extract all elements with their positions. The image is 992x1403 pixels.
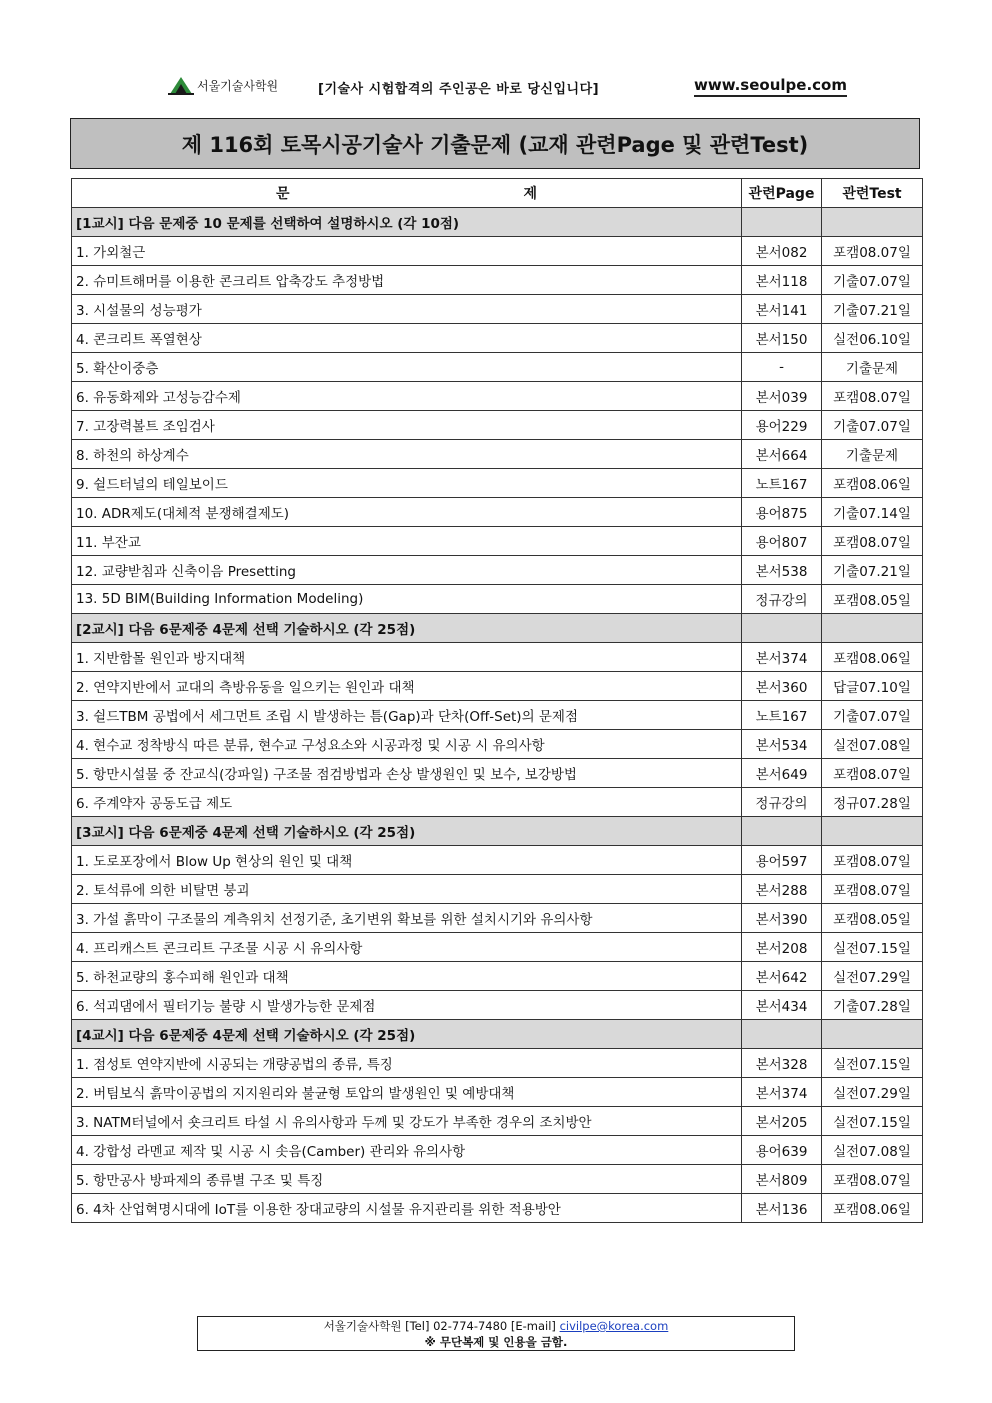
question-cell: 5. 확산이중층: [72, 353, 742, 382]
page-cell: 본서642: [742, 962, 822, 991]
table-row: [72, 237, 923, 266]
question-cell: 1. 가외철근: [72, 237, 742, 266]
page-cell: 본서534: [742, 730, 822, 759]
question-cell: 2. 연약지반에서 교대의 측방유동을 일으키는 원인과 대책: [72, 672, 742, 701]
question-cell: 7. 고장력볼트 조임검사: [72, 411, 742, 440]
table-row: [72, 904, 923, 933]
slogan: [기술사 시험합격의 주인공은 바로 당신입니다]: [318, 82, 600, 97]
question-cell: 1. 도로포장에서 Blow Up 현상의 원인 및 대책: [72, 846, 742, 875]
question-cell: 5. 하천교량의 홍수피해 원인과 대책: [72, 962, 742, 991]
footer-email-link[interactable]: civilpe@korea.com: [559, 1319, 669, 1333]
question-table: [71, 178, 923, 1223]
question-cell: 13. 5D BIM(Building Information Modeling): [72, 585, 742, 614]
question-cell: 5. 항만시설물 중 잔교식(강파일) 구조물 점검방법과 손상 발생원인 및 보수, 보강방법: [72, 759, 742, 788]
question-cell: 4. 현수교 정착방식 따른 분류, 현수교 구성요소와 시공과정 및 시공 시 유의사항: [72, 730, 742, 759]
table-row: [72, 846, 923, 875]
footer-contact: [198, 1318, 794, 1334]
page-cell: 본서360: [742, 672, 822, 701]
page-cell: 본서328: [742, 1049, 822, 1078]
test-cell: 기출문제: [822, 440, 923, 469]
header-question-1: 문: [276, 186, 290, 202]
table-row: [72, 1136, 923, 1165]
header-question: [72, 179, 742, 208]
test-cell: 포캠08.07일: [822, 875, 923, 904]
test-cell: 포캠08.07일: [822, 846, 923, 875]
test-cell: 실전07.15일: [822, 933, 923, 962]
page-cell: 본서390: [742, 904, 822, 933]
question-cell: 2. 버팀보식 흙막이공법의 지지원리와 불균형 토압의 발생원인 및 예방대책: [72, 1078, 742, 1107]
table-row: [72, 933, 923, 962]
page-cell: 정규강의: [742, 585, 822, 614]
page-cell: 본서649: [742, 759, 822, 788]
question-cell: 12. 교량받침과 신축이음 Presetting: [72, 556, 742, 585]
page-cell: 본서374: [742, 1078, 822, 1107]
test-cell: 실전07.29일: [822, 1078, 923, 1107]
page-cell: 본서538: [742, 556, 822, 585]
question-cell: 3. 시설물의 성능평가: [72, 295, 742, 324]
page-cell: 노트167: [742, 701, 822, 730]
test-cell: 기출07.07일: [822, 266, 923, 295]
question-cell: 6. 유동화제와 고성능감수제: [72, 382, 742, 411]
page-cell: 용어597: [742, 846, 822, 875]
question-cell: 4. 콘크리트 폭열현상: [72, 324, 742, 353]
table-row: [72, 556, 923, 585]
page-cell: 본서136: [742, 1194, 822, 1223]
page-cell: 본서208: [742, 933, 822, 962]
question-cell: 2. 토석류에 의한 비탈면 붕괴: [72, 875, 742, 904]
question-cell: 4. 프리캐스트 콘크리트 구조물 시공 시 유의사항: [72, 933, 742, 962]
section-heading: [1교시] 다음 문제중 10 문제를 선택하여 설명하시오 (각 10점): [72, 208, 742, 237]
test-cell: 포캠08.07일: [822, 759, 923, 788]
question-cell: 8. 하천의 하상계수: [72, 440, 742, 469]
test-cell: 포캠08.07일: [822, 237, 923, 266]
test-cell: 포캠08.06일: [822, 1194, 923, 1223]
page-cell: 본서664: [742, 440, 822, 469]
question-cell: 3. 쉴드TBM 공법에서 세그먼트 조립 시 발생하는 틈(Gap)과 단차(Off-Set)의 문제점: [72, 701, 742, 730]
header-test: 관련Test: [822, 179, 923, 208]
page-cell: 본서374: [742, 643, 822, 672]
test-cell: 실전07.15일: [822, 1049, 923, 1078]
table-row: [72, 875, 923, 904]
title-box: [70, 118, 920, 169]
page-cell: 본서141: [742, 295, 822, 324]
test-cell: 정규07.28일: [822, 788, 923, 817]
table-row: [72, 730, 923, 759]
test-cell: 포캠08.05일: [822, 904, 923, 933]
question-cell: 6. 4차 산업혁명시대에 IoT를 이용한 장대교량의 시설물 유지관리를 위한 적용방안: [72, 1194, 742, 1223]
page-cell: 본서150: [742, 324, 822, 353]
table-row: [72, 991, 923, 1020]
test-cell: 기출07.21일: [822, 556, 923, 585]
question-cell: 4. 강합성 라멘교 제작 및 시공 시 솟음(Camber) 관리와 유의사항: [72, 1136, 742, 1165]
test-cell: 포캠08.05일: [822, 585, 923, 614]
question-cell: 3. NATM터널에서 숏크리트 타설 시 유의사항과 두께 및 강도가 부족한 경우의 조치방안: [72, 1107, 742, 1136]
table-row: [72, 411, 923, 440]
test-cell: 기출07.21일: [822, 295, 923, 324]
test-cell: 기출07.14일: [822, 498, 923, 527]
section-row: [72, 817, 923, 846]
footer-notice: ※ 무단복제 및 인용을 금함.: [424, 1335, 568, 1349]
page-cell: 본서039: [742, 382, 822, 411]
test-cell: 실전07.08일: [822, 1136, 923, 1165]
question-cell: 2. 슈미트해머를 이용한 콘크리트 압축강도 추정방법: [72, 266, 742, 295]
section-page-cell: [742, 817, 822, 846]
question-cell: 6. 주계약자 공동도급 제도: [72, 788, 742, 817]
page-cell: 용어807: [742, 527, 822, 556]
test-cell: 기출문제: [822, 353, 923, 382]
test-cell: 실전07.29일: [822, 962, 923, 991]
page-cell: 용어875: [742, 498, 822, 527]
test-cell: 포캠08.07일: [822, 382, 923, 411]
table-row: [72, 382, 923, 411]
table-header-row: [72, 179, 923, 208]
section-page-cell: [742, 614, 822, 643]
test-cell: 포캠08.06일: [822, 643, 923, 672]
section-row: [72, 614, 923, 643]
question-cell: 6. 석괴댐에서 필터기능 불량 시 발생가능한 문제점: [72, 991, 742, 1020]
test-cell: 포캠08.07일: [822, 1165, 923, 1194]
test-cell: 포캠08.06일: [822, 469, 923, 498]
question-cell: 1. 점성토 연약지반에 시공되는 개량공법의 종류, 특징: [72, 1049, 742, 1078]
table-row: [72, 324, 923, 353]
page-cell: 본서434: [742, 991, 822, 1020]
table-row: [72, 353, 923, 382]
section-row: [72, 1020, 923, 1049]
table-row: [72, 1194, 923, 1223]
test-cell: 기출07.07일: [822, 411, 923, 440]
question-cell: 9. 쉴드터널의 테일보이드: [72, 469, 742, 498]
test-cell: 기출07.28일: [822, 991, 923, 1020]
footer: [197, 1316, 795, 1351]
page-cell: -: [742, 353, 822, 382]
website-link[interactable]: www.seoulpe.com: [694, 76, 847, 97]
page-cell: 본서809: [742, 1165, 822, 1194]
table-row: [72, 469, 923, 498]
section-heading: [3교시] 다음 6문제중 4문제 선택 기술하시오 (각 25점): [72, 817, 742, 846]
question-cell: 10. ADR제도(대체적 분쟁해결제도): [72, 498, 742, 527]
test-cell: 실전06.10일: [822, 324, 923, 353]
question-cell: 3. 가설 흙막이 구조물의 계측위치 선정기준, 초기변위 확보를 위한 설치시기와 유의사항: [72, 904, 742, 933]
test-cell: 실전07.08일: [822, 730, 923, 759]
table-row: [72, 1049, 923, 1078]
page-cell: 본서082: [742, 237, 822, 266]
section-heading: [4교시] 다음 6문제중 4문제 선택 기술하시오 (각 25점): [72, 1020, 742, 1049]
section-test-cell: [822, 208, 923, 237]
table-row: [72, 962, 923, 991]
footer-contact-text: 서울기술사학원 [Tel] 02-774-7480 [E-mail]: [323, 1319, 556, 1333]
page-cell: 노트167: [742, 469, 822, 498]
test-cell: 포캠08.07일: [822, 527, 923, 556]
section-page-cell: [742, 1020, 822, 1049]
table-row: [72, 643, 923, 672]
section-test-cell: [822, 614, 923, 643]
page-cell: 본서118: [742, 266, 822, 295]
page-header: [168, 70, 848, 106]
section-heading: [2교시] 다음 6문제중 4문제 선택 기술하시오 (각 25점): [72, 614, 742, 643]
question-cell: 1. 지반함몰 원인과 방지대책: [72, 643, 742, 672]
section-test-cell: [822, 817, 923, 846]
table-row: [72, 788, 923, 817]
table-body: [72, 208, 923, 1223]
section-test-cell: [822, 1020, 923, 1049]
table-row: [72, 759, 923, 788]
page-cell: 정규강의: [742, 788, 822, 817]
table-row: [72, 672, 923, 701]
page-cell: 본서288: [742, 875, 822, 904]
test-cell: 실전07.15일: [822, 1107, 923, 1136]
table-row: [72, 701, 923, 730]
academy-logo-icon: [168, 74, 194, 96]
table-row: [72, 585, 923, 614]
table-row: [72, 1107, 923, 1136]
table-row: [72, 498, 923, 527]
test-cell: 답글07.10일: [822, 672, 923, 701]
header-page: 관련Page: [742, 179, 822, 208]
page-cell: 용어229: [742, 411, 822, 440]
question-cell: 5. 항만공사 방파제의 종류별 구조 및 특징: [72, 1165, 742, 1194]
academy-logo: [168, 74, 278, 96]
table-row: [72, 1078, 923, 1107]
page-title: 제 116회 토목시공기술사 기출문제 (교재 관련Page 및 관련Test): [181, 132, 809, 157]
table-row: [72, 527, 923, 556]
table-row: [72, 266, 923, 295]
page-cell: 본서205: [742, 1107, 822, 1136]
test-cell: 기출07.07일: [822, 701, 923, 730]
section-page-cell: [742, 208, 822, 237]
table-row: [72, 440, 923, 469]
table-row: [72, 1165, 923, 1194]
logo-text: 서울기술사학원: [197, 78, 279, 93]
section-row: [72, 208, 923, 237]
table-row: [72, 295, 923, 324]
header-question-2: 제: [523, 186, 537, 202]
page-cell: 용어639: [742, 1136, 822, 1165]
question-cell: 11. 부잔교: [72, 527, 742, 556]
